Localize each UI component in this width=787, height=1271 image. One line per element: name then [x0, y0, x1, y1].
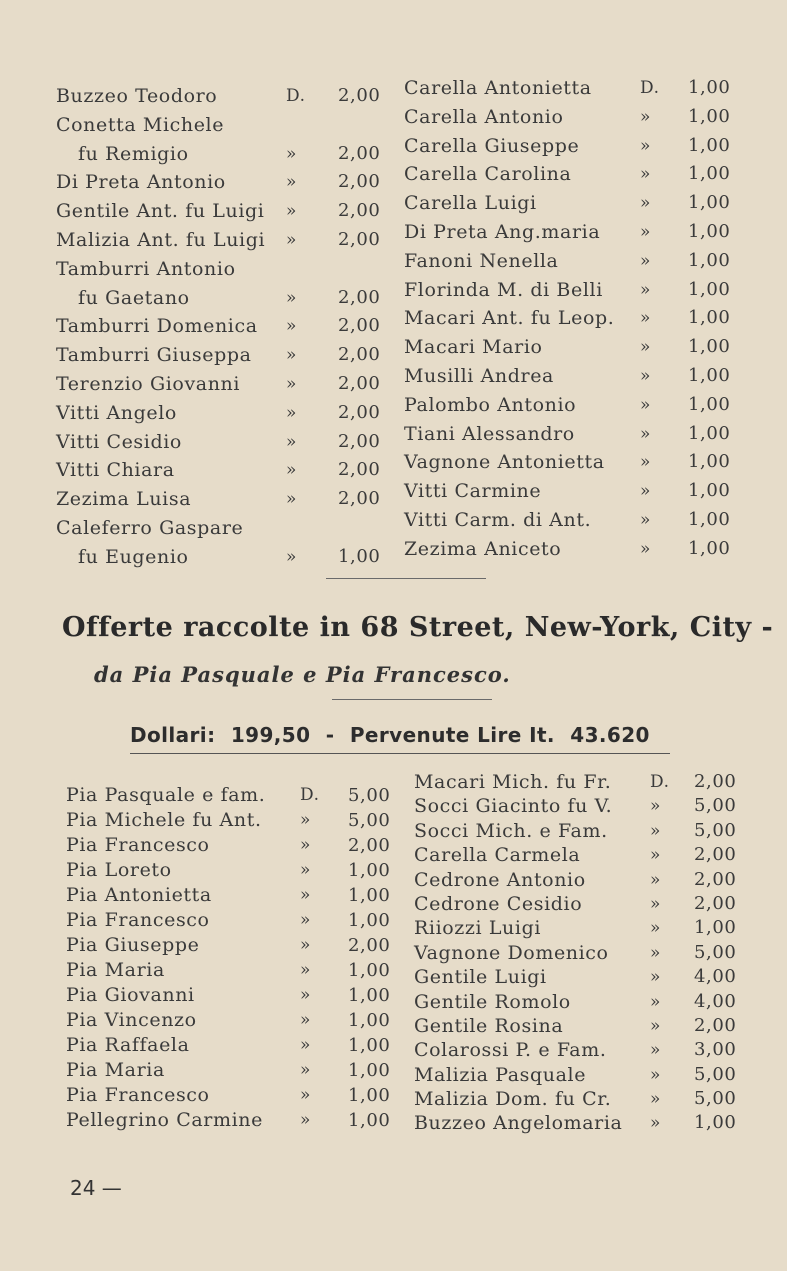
donor-row	[414, 965, 754, 989]
donor-row	[56, 197, 396, 226]
donor-name: Gentile Ant. fu Luigi	[56, 200, 265, 223]
donor-name: Tamburri Domenica	[56, 315, 258, 338]
donor-row	[56, 284, 396, 313]
donor-name: Pia Francesco	[66, 1084, 210, 1106]
donor-name: Pia Vincenzo	[66, 1009, 197, 1031]
donation-amount: 2,00	[338, 286, 381, 308]
donor-name: Cedrone Antonio	[414, 868, 586, 891]
ditto-mark: »	[286, 201, 298, 222]
donor-name: Caleferro Gaspare	[56, 516, 244, 539]
ditto-mark: »	[300, 835, 312, 855]
ditto-mark: »	[286, 460, 298, 481]
donation-amount: 5,00	[694, 795, 737, 817]
donor-name: Vagnone Domenico	[414, 941, 609, 964]
ditto-mark: »	[300, 1060, 312, 1080]
donor-row	[56, 82, 396, 111]
donor-name: fu Remigio	[78, 142, 189, 165]
donor-row	[414, 868, 754, 892]
donation-amount: 2,00	[338, 228, 381, 250]
ditto-mark: »	[650, 967, 662, 988]
donation-amount: 2,00	[338, 488, 381, 510]
ditto-mark: »	[300, 860, 312, 880]
donor-row	[404, 304, 744, 333]
donor-name: Vitti Carm. di Ant.	[404, 508, 592, 531]
donor-row	[56, 168, 396, 197]
ditto-mark: »	[640, 509, 652, 530]
donation-amount: 1,00	[348, 1060, 391, 1081]
donation-amount: 5,00	[348, 810, 391, 831]
donation-amount: 1,00	[688, 134, 731, 156]
donor-name: Pia Pasquale e fam.	[66, 784, 266, 806]
donor-name: Socci Giacinto fu V.	[414, 795, 613, 818]
donation-amount: 1,00	[688, 163, 731, 185]
donation-amount: 1,00	[688, 393, 731, 415]
donation-amount: 1,00	[348, 1110, 391, 1131]
ditto-mark: »	[640, 221, 652, 242]
donation-amount: 1,00	[688, 192, 731, 214]
donation-amount: 2,00	[694, 868, 737, 890]
ditto-mark: »	[650, 796, 662, 817]
donor-name: Malizia Pasquale	[414, 1063, 587, 1086]
donor-row	[66, 983, 406, 1008]
ditto-mark: »	[650, 1113, 662, 1134]
donation-amount: 5,00	[694, 1063, 737, 1085]
donor-row	[414, 916, 754, 940]
donation-amount: 1,00	[348, 960, 391, 981]
donor-row	[414, 892, 754, 916]
donor-name: Tamburri Antonio	[56, 257, 236, 280]
donor-name: Gentile Luigi	[414, 966, 547, 989]
donor-row	[66, 1083, 406, 1108]
donor-row	[56, 399, 396, 428]
totals-underline	[130, 753, 670, 754]
donor-name: Malizia Dom. fu Cr.	[414, 1088, 612, 1111]
donor-name: Pia Giuseppe	[66, 934, 200, 956]
donor-row	[56, 111, 396, 140]
ditto-mark: »	[286, 172, 298, 193]
donation-amount: 2,00	[694, 771, 737, 792]
donor-row	[404, 420, 744, 449]
donor-name: Zezima Luisa	[56, 488, 192, 511]
donation-amount: 1,00	[338, 545, 381, 567]
ditto-mark: »	[286, 431, 298, 452]
donor-name: Vitti Chiara	[56, 459, 175, 482]
donor-name: Gentile Romolo	[414, 990, 571, 1013]
donor-name: Vitti Angelo	[56, 401, 177, 424]
donor-row	[414, 1038, 754, 1062]
donation-amount: 1,00	[348, 1035, 391, 1056]
totals-label: Dollari:	[130, 723, 216, 747]
donor-row	[404, 477, 744, 506]
donor-name: Palombo Antonio	[404, 393, 577, 416]
donor-row	[414, 941, 754, 965]
donor-row	[414, 1063, 754, 1087]
ditto-mark: »	[286, 546, 298, 567]
ditto-mark: »	[640, 394, 652, 415]
donor-row	[404, 74, 744, 103]
ditto-mark: »	[640, 538, 652, 559]
totals-line	[130, 723, 658, 747]
donor-row	[414, 843, 754, 867]
donor-row	[404, 276, 744, 305]
donor-name: Pia Raffaela	[66, 1034, 190, 1056]
ditto-mark: »	[640, 279, 652, 300]
donor-name: Carella Antonietta	[404, 77, 592, 99]
donor-row	[404, 333, 744, 362]
donor-name: Fanoni Nenella	[404, 249, 559, 272]
donation-amount: 1,00	[688, 480, 731, 502]
ditto-mark: »	[650, 845, 662, 866]
donor-name: fu Gaetano	[78, 286, 190, 309]
donor-row	[66, 883, 406, 908]
donor-row	[56, 456, 396, 485]
donor-row	[414, 819, 754, 843]
donor-name: Pia Francesco	[66, 909, 210, 931]
ditto-mark: »	[650, 991, 662, 1012]
donation-amount: 1,00	[688, 336, 731, 358]
donation-amount: 1,00	[348, 885, 391, 906]
donation-amount: 1,00	[688, 278, 731, 300]
donor-row	[66, 1008, 406, 1033]
donor-name: Carella Carolina	[404, 163, 572, 186]
donor-row	[66, 908, 406, 933]
donation-amount: 2,00	[338, 430, 381, 452]
donor-name: Pia Maria	[66, 1059, 165, 1081]
donor-name: Tiani Alessandro	[404, 422, 575, 445]
donation-amount: 1,00	[348, 985, 391, 1006]
donor-row	[404, 132, 744, 161]
donation-amount: 1,00	[688, 451, 731, 473]
donation-amount: 2,00	[338, 372, 381, 394]
donor-name: Pellegrino Carmine	[66, 1109, 263, 1131]
ditto-mark: »	[650, 1089, 662, 1110]
donor-row	[56, 370, 396, 399]
donation-amount: 5,00	[694, 1088, 737, 1110]
donation-amount: 1,00	[348, 1085, 391, 1106]
donation-amount: 1,00	[688, 364, 731, 386]
ditto-mark: D.	[640, 78, 660, 98]
donation-amount: 2,00	[338, 459, 381, 481]
totals-received-label: Pervenute Lire It.	[349, 723, 555, 747]
donor-name: Di Preta Ang.maria	[404, 220, 601, 243]
donor-name: Gentile Rosina	[414, 1014, 564, 1037]
donor-name: Buzzeo Angelomaria	[414, 1112, 623, 1135]
section-title: Offerte raccolte in 68 Street, New-York, City -	[62, 612, 774, 643]
donation-amount: 4,00	[694, 966, 737, 988]
ditto-mark: »	[640, 193, 652, 214]
ditto-mark: D.	[286, 86, 306, 106]
donor-name: fu Eugenio	[78, 545, 189, 568]
donation-amount: 2,00	[338, 315, 381, 337]
ditto-mark: »	[640, 423, 652, 444]
donor-row	[66, 1033, 406, 1058]
totals-separator: -	[325, 723, 335, 747]
ditto-mark: »	[650, 1015, 662, 1036]
donor-row	[66, 808, 406, 833]
ditto-mark: »	[650, 893, 662, 914]
ditto-mark: »	[300, 1085, 312, 1105]
donor-row	[414, 1087, 754, 1111]
divider-rule-middle	[332, 699, 492, 700]
ditto-mark: »	[650, 1064, 662, 1085]
donation-amount: 1,00	[688, 220, 731, 242]
donor-name: Vitti Carmine	[404, 480, 542, 503]
donor-row	[414, 1111, 754, 1135]
bottom-left-donor-list	[66, 783, 406, 1133]
ditto-mark: »	[286, 345, 298, 366]
donor-row	[66, 1058, 406, 1083]
donor-row	[66, 783, 406, 808]
donor-name: Colarossi P. e Fam.	[414, 1039, 607, 1062]
donor-row	[404, 160, 744, 189]
donor-name: Pia Antonietta	[66, 884, 212, 906]
divider-rule-top	[326, 578, 486, 579]
donor-name: Macari Ant. fu Leop.	[404, 307, 615, 330]
donor-row	[404, 362, 744, 391]
ditto-mark: »	[640, 337, 652, 358]
donor-name: Carella Giuseppe	[404, 134, 580, 157]
ditto-mark: »	[300, 1110, 312, 1130]
donor-row	[56, 226, 396, 255]
donor-name: Tamburri Giuseppa	[56, 344, 252, 367]
donor-row	[404, 189, 744, 218]
ditto-mark: »	[286, 229, 298, 250]
ditto-mark: »	[640, 481, 652, 502]
donation-amount: 5,00	[348, 785, 391, 806]
donation-amount: 2,00	[694, 892, 737, 914]
donor-name: Vagnone Antonietta	[404, 451, 605, 474]
donation-amount: 1,00	[688, 105, 731, 127]
ditto-mark: »	[286, 402, 298, 423]
donor-name: Pia Giovanni	[66, 984, 195, 1006]
donor-row	[56, 514, 396, 543]
ditto-mark: »	[300, 885, 312, 905]
donor-row	[404, 103, 744, 132]
donor-row	[56, 428, 396, 457]
ditto-mark: »	[640, 365, 652, 386]
donation-amount: 1,00	[694, 1112, 737, 1134]
donor-name: Macari Mich. fu Fr.	[414, 771, 612, 793]
donation-amount: 1,00	[688, 422, 731, 444]
donor-row	[56, 341, 396, 370]
donation-amount: 2,00	[694, 1014, 737, 1036]
donation-amount: 2,00	[338, 200, 381, 222]
ditto-mark: »	[640, 164, 652, 185]
ditto-mark: »	[650, 869, 662, 890]
donor-row	[56, 543, 396, 572]
donation-amount: 2,00	[348, 835, 391, 856]
donor-name: Buzzeo Teodoro	[56, 85, 218, 107]
bottom-right-donor-list	[414, 770, 754, 1136]
donation-amount: 2,00	[338, 344, 381, 366]
donor-name: Carella Antonio	[404, 105, 564, 128]
donor-name: Carella Luigi	[404, 192, 537, 215]
ditto-mark: »	[286, 287, 298, 308]
donation-amount: 1,00	[348, 1010, 391, 1031]
donor-row	[56, 485, 396, 514]
donation-amount: 1,00	[688, 249, 731, 271]
donor-row	[404, 506, 744, 535]
donation-amount: 3,00	[694, 1039, 737, 1061]
donation-amount: 1,00	[688, 537, 731, 559]
donor-row	[414, 1014, 754, 1038]
donor-name: Malizia Ant. fu Luigi	[56, 228, 266, 251]
donation-amount: 1,00	[688, 77, 731, 98]
donation-amount: 2,00	[338, 171, 381, 193]
ditto-mark: »	[300, 985, 312, 1005]
ditto-mark: »	[300, 1035, 312, 1055]
ditto-mark: »	[286, 316, 298, 337]
donor-row	[66, 833, 406, 858]
ditto-mark: »	[300, 810, 312, 830]
donor-name: Pia Maria	[66, 959, 165, 981]
ditto-mark: »	[650, 1040, 662, 1061]
donor-name: Musilli Andrea	[404, 364, 554, 387]
donor-row	[404, 391, 744, 420]
donation-amount: 2,00	[338, 85, 381, 106]
donor-row	[66, 858, 406, 883]
ditto-mark: »	[640, 452, 652, 473]
page-number: 24 —	[70, 1176, 122, 1200]
donor-name: Conetta Michele	[56, 113, 225, 136]
top-right-donor-list	[404, 74, 744, 564]
totals-dollars: 199,50	[230, 723, 311, 747]
ditto-mark: »	[300, 910, 312, 930]
ditto-mark: »	[286, 143, 298, 164]
totals-lire: 43.620	[570, 723, 650, 747]
top-left-donor-list	[56, 82, 396, 572]
donor-name: Pia Michele fu Ant.	[66, 809, 262, 831]
ditto-mark: »	[300, 935, 312, 955]
ditto-mark: »	[650, 918, 662, 939]
donor-name: Terenzio Giovanni	[56, 372, 241, 395]
donor-row	[56, 255, 396, 284]
donor-name: Riiozzi Luigi	[414, 917, 542, 940]
ditto-mark: »	[286, 489, 298, 510]
ditto-mark: »	[286, 373, 298, 394]
ditto-mark: »	[650, 820, 662, 841]
donation-amount: 5,00	[694, 819, 737, 841]
donor-row	[56, 312, 396, 341]
donation-amount: 5,00	[694, 941, 737, 963]
donor-name: Pia Francesco	[66, 834, 210, 856]
ditto-mark: »	[640, 308, 652, 329]
donor-row	[414, 770, 754, 794]
donor-name: Vitti Cesidio	[56, 430, 182, 453]
ditto-mark: »	[640, 250, 652, 271]
section-subtitle: da Pia Pasquale e Pia Francesco.	[94, 662, 511, 687]
donor-name: Florinda M. di Belli	[404, 278, 603, 301]
donation-amount: 2,00	[694, 844, 737, 866]
ditto-mark: D.	[300, 785, 320, 805]
donor-row	[404, 448, 744, 477]
donor-name: Di Preta Antonio	[56, 171, 226, 194]
ditto-mark: »	[300, 1010, 312, 1030]
donation-amount: 2,00	[348, 935, 391, 956]
ditto-mark: »	[640, 106, 652, 127]
donor-row	[66, 933, 406, 958]
donor-row	[66, 1108, 406, 1133]
donor-row	[404, 535, 744, 564]
donation-amount: 2,00	[338, 142, 381, 164]
donor-row	[56, 140, 396, 169]
donor-name: Carella Carmela	[414, 844, 581, 867]
donor-name: Macari Mario	[404, 336, 543, 359]
donor-name: Socci Mich. e Fam.	[414, 819, 608, 842]
donor-row	[414, 794, 754, 818]
donation-amount: 4,00	[694, 990, 737, 1012]
donation-amount: 1,00	[688, 508, 731, 530]
donation-amount: 2,00	[338, 401, 381, 423]
ditto-mark: »	[300, 960, 312, 980]
donation-amount: 1,00	[688, 307, 731, 329]
donor-row	[66, 958, 406, 983]
ditto-mark: »	[650, 942, 662, 963]
donor-row	[404, 218, 744, 247]
donor-name: Pia Loreto	[66, 859, 172, 881]
donation-amount: 1,00	[348, 860, 391, 881]
donation-amount: 1,00	[694, 917, 737, 939]
ditto-mark: »	[640, 135, 652, 156]
ditto-mark: D.	[650, 772, 670, 792]
donor-row	[414, 990, 754, 1014]
donor-name: Zezima Aniceto	[404, 537, 562, 560]
donor-name: Cedrone Cesidio	[414, 892, 583, 915]
donation-amount: 1,00	[348, 910, 391, 931]
donor-row	[404, 247, 744, 276]
